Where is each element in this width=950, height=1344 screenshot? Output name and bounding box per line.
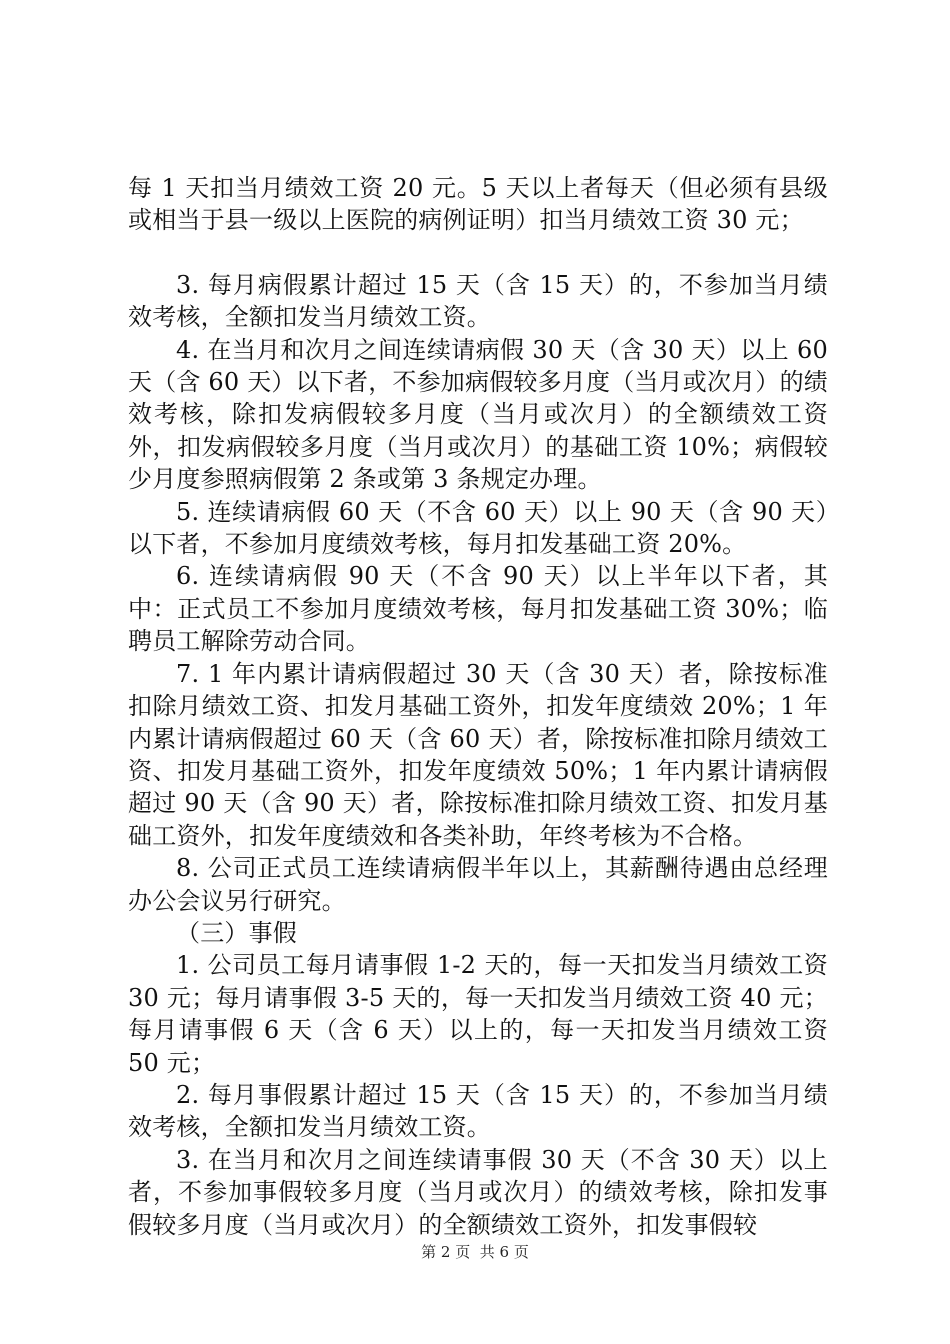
paragraph-personal-leave-item-3: 3. 在当月和次月之间连续请事假 30 天（不含 30 天）以上者，不参加事假较多月度（当月或次月）的绩效考核，除扣发事假较多月度（当月或次月）的全额绩效工资外，扣发事假较 (128, 1145, 828, 1239)
paragraph-sick-leave-item-6: 6. 连续请病假 90 天（不含 90 天）以上半年以下者，其中：正式员工不参加月度绩效考核，每月扣发基础工资 30%；临聘员工解除劳动合同。 (128, 562, 828, 656)
paragraph-sick-leave-item-8: 8. 公司正式员工连续请病假半年以上，其薪酬待遇由总经理办公会议另行研究。 (128, 854, 828, 915)
paragraph-sick-leave-item-7: 7. 1 年内累计请病假超过 30 天（含 30 天）者，除按标准扣除月绩效工资、扣发月基础工资外，扣发年度绩效 20%；1 年内累计请病假超过 60 天（含 60 天）者，除按标准扣除月绩效工资、扣发月基础工资外，扣发年度绩效 50%；1 年内累计请病假超过 90 天（含 90 天）者，除按标准扣除月绩效工资、扣发月基础工资外，扣发年度绩效和各类补助，年终考核为不合格。 (128, 659, 828, 850)
section-heading-personal-leave: （三）事假 (176, 918, 297, 947)
paragraph-sick-leave-item-3: 3. 每月病假累计超过 15 天（含 15 天）的，不参加当月绩效考核，全额扣发当月绩效工资。 (128, 270, 828, 332)
paragraph-sick-leave-item-5: 5. 连续请病假 60 天（不含 60 天）以上 90 天（含 90 天）以下者，不参加月度绩效考核，每月扣发基础工资 20%。 (128, 497, 828, 559)
document-body (128, 172, 828, 1241)
paragraph-personal-leave-item-2: 2. 每月事假累计超过 15 天（含 15 天）的，不参加当月绩效考核，全额扣发当月绩效工资。 (128, 1080, 828, 1142)
paragraph-continuation: 每 1 天扣当月绩效工资 20 元。5 天以上者每天（但必须有县级或相当于县一级以上医院的病例证明）扣当月绩效工资 30 元； (128, 174, 828, 235)
page-number-footer: 第 2 页 共 6 页 (421, 1243, 529, 1261)
paragraph-gap (128, 237, 828, 269)
paragraph-sick-leave-item-4: 4. 在当月和次月之间连续请病假 30 天（含 30 天）以上 60 天（含 60 天）以下者，不参加病假较多月度（当月或次月）的绩效考核，除扣发病假较多月度（当月或次月）的全额绩效工资外，扣发病假较多月度（当月或次月）的基础工资 10%；病假较少月度参照病假第 2 条或第 3 条规定办理。 (128, 335, 828, 494)
paragraph-personal-leave-item-1: 1. 公司员工每月请事假 1-2 天的，每一天扣发当月绩效工资 30 元；每月请事假 3-5 天的，每一天扣发当月绩效工资 40 元；每月请事假 6 天（含 6 天）以上的，每一天扣发当月绩效工资 50 元； (128, 951, 828, 1077)
